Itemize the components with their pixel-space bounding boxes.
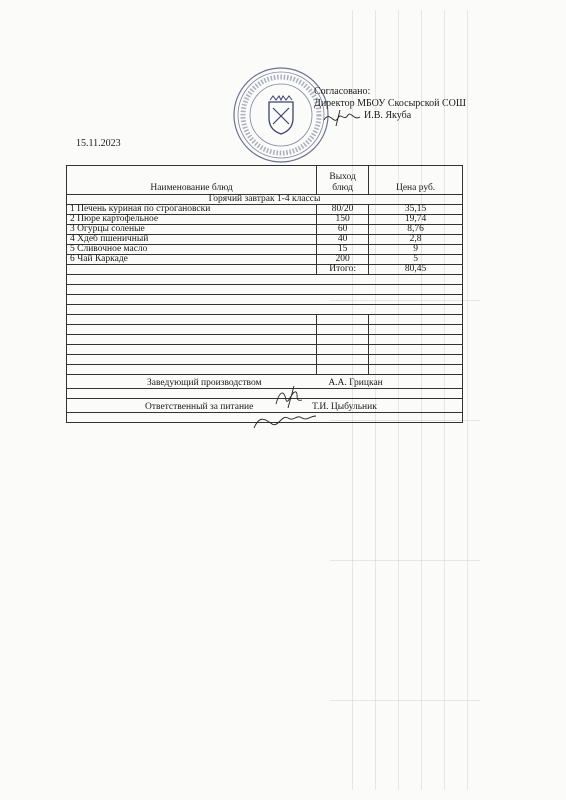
empty-row <box>67 345 463 355</box>
empty-row <box>67 335 463 345</box>
header-name: Наименование блюд <box>67 166 317 195</box>
dish-price: 5 <box>369 255 463 265</box>
show-through-line <box>330 700 480 701</box>
empty-row <box>67 305 463 315</box>
total-label: Итого: <box>317 265 369 275</box>
table-row <box>67 255 463 265</box>
total-row <box>67 265 463 275</box>
total-spacer <box>67 265 317 275</box>
table-row <box>67 205 463 215</box>
dish-price: 9 <box>369 245 463 255</box>
menu-table <box>66 165 463 423</box>
dish-output: 80/20 <box>317 205 369 215</box>
empty-row <box>67 365 463 375</box>
production-signature-row <box>67 375 463 389</box>
dish-output: 150 <box>317 215 369 225</box>
nutrition-signature <box>252 410 318 432</box>
dish-name: 6 Чай Каркаде <box>67 255 317 265</box>
table-header-row <box>67 166 463 195</box>
total-value: 80,45 <box>369 265 463 275</box>
dish-name: 4 Хдеб пшеничный <box>67 235 317 245</box>
empty-row <box>67 295 463 305</box>
document-date: 15.11.2023 <box>76 138 121 149</box>
section-row <box>67 195 463 205</box>
production-name: А.А. Грицкан <box>328 378 383 388</box>
section-title: Горячий завтрак 1-4 классы <box>67 195 463 205</box>
production-signature-cell <box>67 375 463 389</box>
production-role: Заведующий производством <box>147 378 262 388</box>
empty-row <box>67 285 463 295</box>
approval-name: И.В. Якуба <box>364 110 412 121</box>
table-row <box>67 215 463 225</box>
dish-output: 200 <box>317 255 369 265</box>
production-signature <box>272 384 306 410</box>
table-row <box>67 235 463 245</box>
empty-row <box>67 315 463 325</box>
nutrition-role: Ответственный за питание <box>145 402 254 412</box>
dish-output: 15 <box>317 245 369 255</box>
dish-price: 8,76 <box>369 225 463 235</box>
dish-name: 5 Сливочное масло <box>67 245 317 255</box>
dish-output: 40 <box>317 235 369 245</box>
table-row <box>67 225 463 235</box>
dish-output: 60 <box>317 225 369 235</box>
dish-name: 1 Печень куриная по строгановски <box>67 205 317 215</box>
dish-name: 2 Пюре картофельное <box>67 215 317 225</box>
approval-title: Согласовано: <box>314 86 371 97</box>
empty-row <box>67 389 463 399</box>
dish-price: 35,15 <box>369 205 463 215</box>
approval-position: Директор МБОУ Скосырской СОШ <box>314 98 466 109</box>
table-row <box>67 245 463 255</box>
director-signature <box>322 106 362 128</box>
header-price: Цена руб. <box>369 166 463 195</box>
dish-price: 19,74 <box>369 215 463 225</box>
nutrition-name: Т.И. Цыбульник <box>312 402 377 412</box>
show-through-line <box>330 560 480 561</box>
dish-name: 3 Огурцы соленые <box>67 225 317 235</box>
empty-row <box>67 355 463 365</box>
dish-price: 2,8 <box>369 235 463 245</box>
empty-row <box>67 275 463 285</box>
header-output: Выход блюд <box>317 166 369 195</box>
empty-row <box>67 325 463 335</box>
